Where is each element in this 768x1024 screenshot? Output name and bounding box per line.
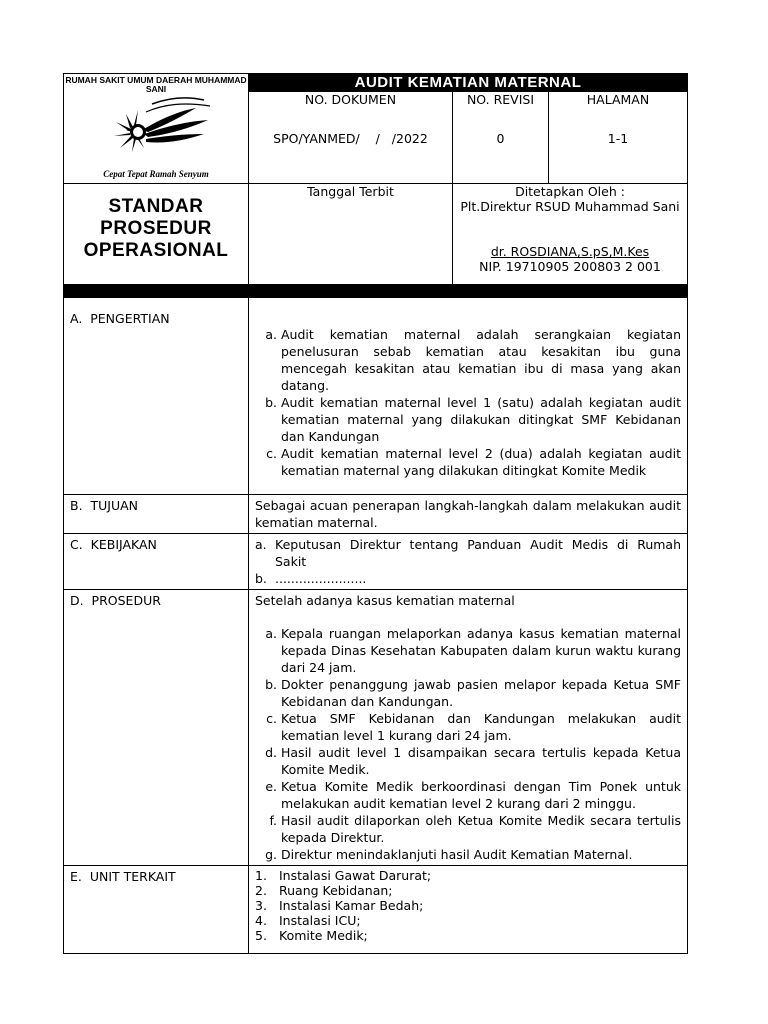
- list-item: 3. Instalasi Kamar Bedah;: [255, 898, 424, 913]
- halaman-cell: [549, 92, 687, 183]
- kebijakan-content: [249, 534, 688, 590]
- halaman-value: 1-1: [607, 131, 629, 146]
- tanggal-terbit-label: Tanggal Terbit: [307, 184, 394, 199]
- document-title: AUDIT KEMATIAN MATERNAL: [249, 74, 687, 92]
- list-item: c. Ketua SMF Kebidanan dan Kandungan melakukan audit kematian level 1 kurang dari 24 jam.: [266, 711, 681, 743]
- sop-title: STANDAR PROSEDUR OPERASIONAL: [83, 196, 229, 261]
- pengertian-content: [249, 298, 688, 495]
- unit-terkait-content: [249, 866, 688, 954]
- halaman-label: HALAMAN: [586, 92, 650, 107]
- list-item: a. Audit kematian maternal adalah serangkaian kegiatan penelusuran sebab kematian atau kesakitan ibu guna mencegah kesakitan atau kematian ibu di masa yang akan datang.: [265, 327, 681, 393]
- tanggal-terbit-cell: [249, 184, 453, 284]
- tujuan-label: [64, 495, 249, 534]
- prosedur-label: [64, 590, 249, 866]
- prosedur-label-text: D. PROSEDUR: [70, 593, 161, 608]
- prosedur-content: [249, 590, 688, 866]
- list-item: b. Audit kematian maternal level 1 (satu) adalah kegiatan audit kematian maternal yang dilakukan ditingkat SMF Kebidanan dan Kandungan: [265, 395, 681, 444]
- no-revisi-value: 0: [496, 131, 505, 146]
- list-item: d. Hasil audit level 1 disampaikan secara tertulis kepada Ketua Komite Medik.: [265, 745, 681, 777]
- tujuan-content: Sebagai acuan penerapan langkah-langkah dalam melakukan audit kematian maternal.: [249, 495, 688, 534]
- pengertian-label-text: A. PENGERTIAN: [70, 311, 170, 326]
- pengertian-label: [64, 298, 249, 495]
- list-item: e. Ketua Komite Medik berkoordinasi dengan Tim Ponek untuk melakukan audit kematian level 2 kurang dari 2 minggu.: [265, 779, 681, 811]
- list-item: a. Kepala ruangan melaporkan adanya kasus kematian maternal kepada Dinas Kesehatan Kabupaten dalam kurun waktu kurang dari 24 jam.: [265, 626, 681, 675]
- ditetapkan-label: Ditetapkan Oleh :: [515, 184, 625, 199]
- list-item: c. Audit kematian maternal level 2 (dua) adalah kegiatan audit kematian maternal yang dilakukan ditingkat Komite Medik: [266, 446, 681, 478]
- sop-title-cell: [64, 184, 249, 285]
- list-item: g. Direktur menindaklanjuti hasil Audit Kematian Maternal.: [265, 847, 633, 862]
- prosedur-intro: Setelah adanya kasus kematian maternal: [255, 593, 515, 608]
- sop-document-table: [63, 73, 688, 954]
- nip-direktur: NIP. 19710905 200803 2 001: [479, 259, 661, 274]
- tujuan-label-text: B. TUJUAN: [70, 498, 139, 513]
- list-item: b. .......................: [255, 571, 367, 586]
- list-item: 5. Komite Medik;: [255, 928, 368, 943]
- unit-terkait-label: [64, 866, 249, 954]
- jabatan-direktur: Plt.Direktur RSUD Muhammad Sani: [460, 199, 680, 214]
- hospital-identity-cell: [64, 74, 249, 184]
- logo: [64, 94, 248, 169]
- list-item: 2. Ruang Kebidanan;: [255, 883, 393, 898]
- list-item: 1. Instalasi Gawat Darurat;: [255, 868, 432, 883]
- list-item: a. Keputusan Direktur tentang Panduan Audit Medis di Rumah Sakit: [255, 537, 681, 569]
- list-item: b. Dokter penanggung jawab pasien melapor kepada Ketua SMF Kebidanan dan Kandungan.: [265, 677, 681, 709]
- list-item: f. Hasil audit dilaporkan oleh Ketua Komite Medik secara tertulis kepada Direktur.: [269, 813, 681, 845]
- kebijakan-label: [64, 534, 249, 590]
- no-dokumen-value: SPO/YANMED/ / /2022: [273, 131, 428, 146]
- no-dokumen-label: NO. DOKUMEN: [304, 92, 397, 107]
- issue-info-cell: [249, 184, 688, 285]
- kebijakan-label-text: C. KEBIJAKAN: [70, 537, 157, 552]
- hospital-motto: Cepat Tepat Ramah Senyum: [103, 169, 209, 179]
- unit-terkait-label-text: E. UNIT TERKAIT: [70, 869, 176, 884]
- no-revisi-cell: [453, 92, 549, 183]
- ditetapkan-cell: [453, 184, 687, 284]
- hospital-name: RUMAH SAKIT UMUM DAERAH MUHAMMAD SANI: [65, 75, 247, 94]
- separator-bar: [64, 285, 688, 298]
- nama-direktur: dr. ROSDIANA,S.pS,M.Kes: [490, 244, 650, 259]
- sunburst-bird-logo-icon: [86, 94, 226, 166]
- document-info-cell: [249, 74, 688, 184]
- list-item: 4. Instalasi ICU;: [255, 913, 361, 928]
- no-revisi-label: NO. REVISI: [466, 92, 535, 107]
- no-dokumen-cell: [249, 92, 453, 183]
